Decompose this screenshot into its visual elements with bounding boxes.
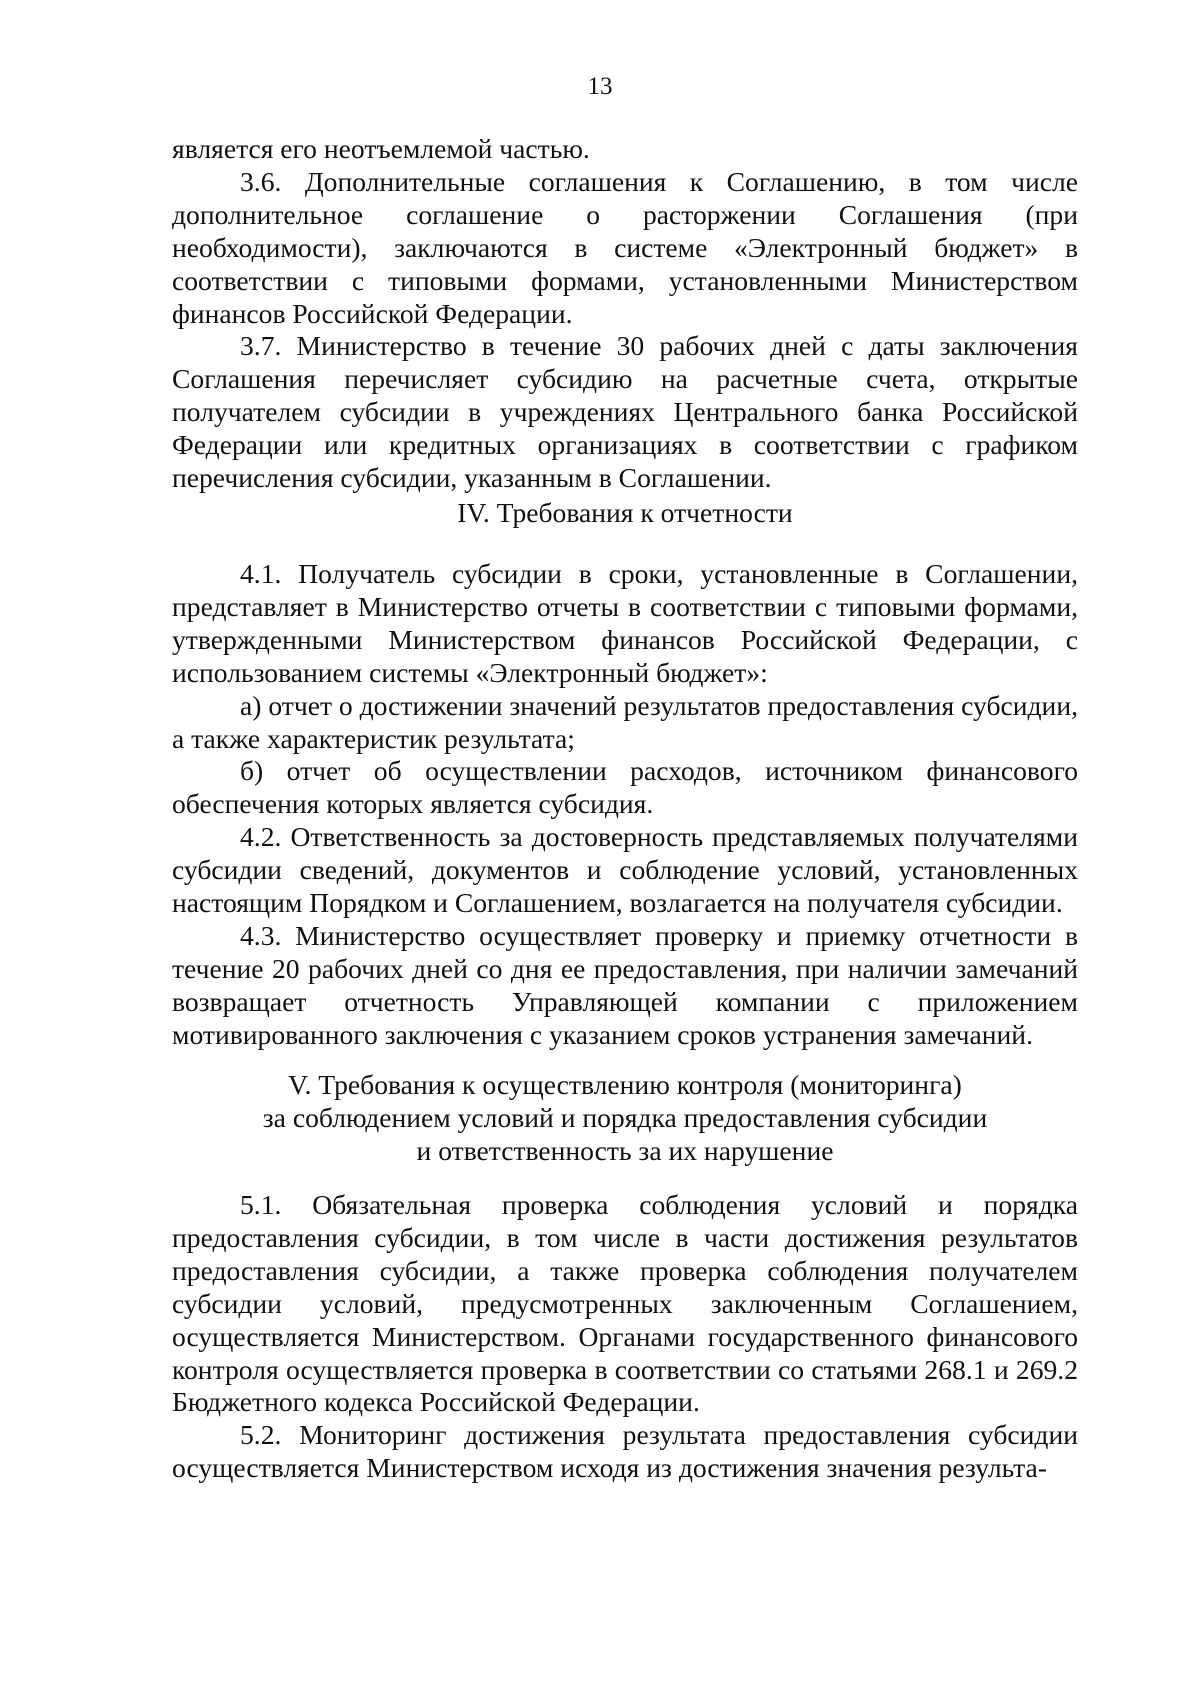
section-5-heading-line-3: и ответственность за их нарушение bbox=[416, 1134, 834, 1166]
section-3-text bbox=[172, 133, 1078, 495]
section-4-text bbox=[172, 558, 1078, 1052]
section-4-heading: IV. Требования к отчетности bbox=[457, 497, 793, 528]
paragraph-3-6: 3.6. Дополнительные соглашения к Соглашению, в том числе дополнительное соглашение о расторжении Соглашения (при необходимости), заключаются в системе «Электронный бюджет» в соответствии с типовыми формами, установленными Министерством финансов Российской Федерации. bbox=[172, 165, 1078, 329]
paragraph-5-2: 5.2. Мониторинг достижения результата предоставления субсидии осуществляется Министерством исходя из достижения значения результа- bbox=[172, 1419, 1078, 1484]
section-5-text bbox=[172, 1189, 1078, 1485]
page-number: 13 bbox=[587, 73, 613, 100]
paragraph-4-3: 4.3. Министерство осуществляет проверку и приемку отчетности в течение 20 рабочих дней со дня ее предоставления, при наличии замечаний возвращает отчетность Управляющей компании с приложением мотивированного заключения с указанием сроков устранения замечаний. bbox=[172, 919, 1078, 1050]
section-5-heading bbox=[172, 1069, 1078, 1168]
paragraph-5-1: 5.1. Обязательная проверка соблюдения условий и порядка предоставления субсидии, в том числе в части достижения результатов предоставления субсидии, а также проверка соблюдения получателем субсидии условий, предусмотренных заключенным Соглашением, осуществляется Министерством. Органами государственного финансового контроля осуществляется проверка в соответствии со статьями 268.1 и 269.2 Бюджетного кодекса Российской Федерации. bbox=[172, 1189, 1078, 1418]
section-5-heading-line-1: V. Требования к осуществлению контроля (мониторинга) bbox=[288, 1069, 962, 1100]
paragraph-4-1-a: а) отчет о достижении значений результатов предоставления субсидии, а также характеристик результата; bbox=[172, 689, 1078, 754]
paragraph-4-1: 4.1. Получатель субсидии в сроки, установленные в Соглашении, представляет в Министерство отчеты в соответствии с типовыми формами, утвержденными Министерством финансов Российской Федерации, с использованием системы «Электронный бюджет»: bbox=[172, 558, 1078, 688]
paragraph-4-2: 4.2. Ответственность за достоверность представляемых получателями субсидии сведений, документов и соблюдение условий, установленных настоящим Порядком и Соглашением, возлагается на получателя субсидии. bbox=[172, 821, 1078, 919]
section-5-heading-line-2: за соблюдением условий и порядка предоставления субсидии bbox=[262, 1101, 988, 1133]
paragraph-3-7: 3.7. Министерство в течение 30 рабочих дней с даты заключения Соглашения перечисляет субсидию на расчетные счета, открытые получателем субсидии в учреждениях Центрального банка Российской Федерации или кредитных организациях в соответствии с графиком перечисления субсидии, указанным в Соглашении. bbox=[172, 330, 1078, 494]
paragraph-4-1-b: б) отчет об осуществлении расходов, источником финансового обеспечения которых является субсидия. bbox=[172, 755, 1078, 820]
paragraph-continuation: является его неотъемлемой частью. bbox=[172, 133, 590, 164]
